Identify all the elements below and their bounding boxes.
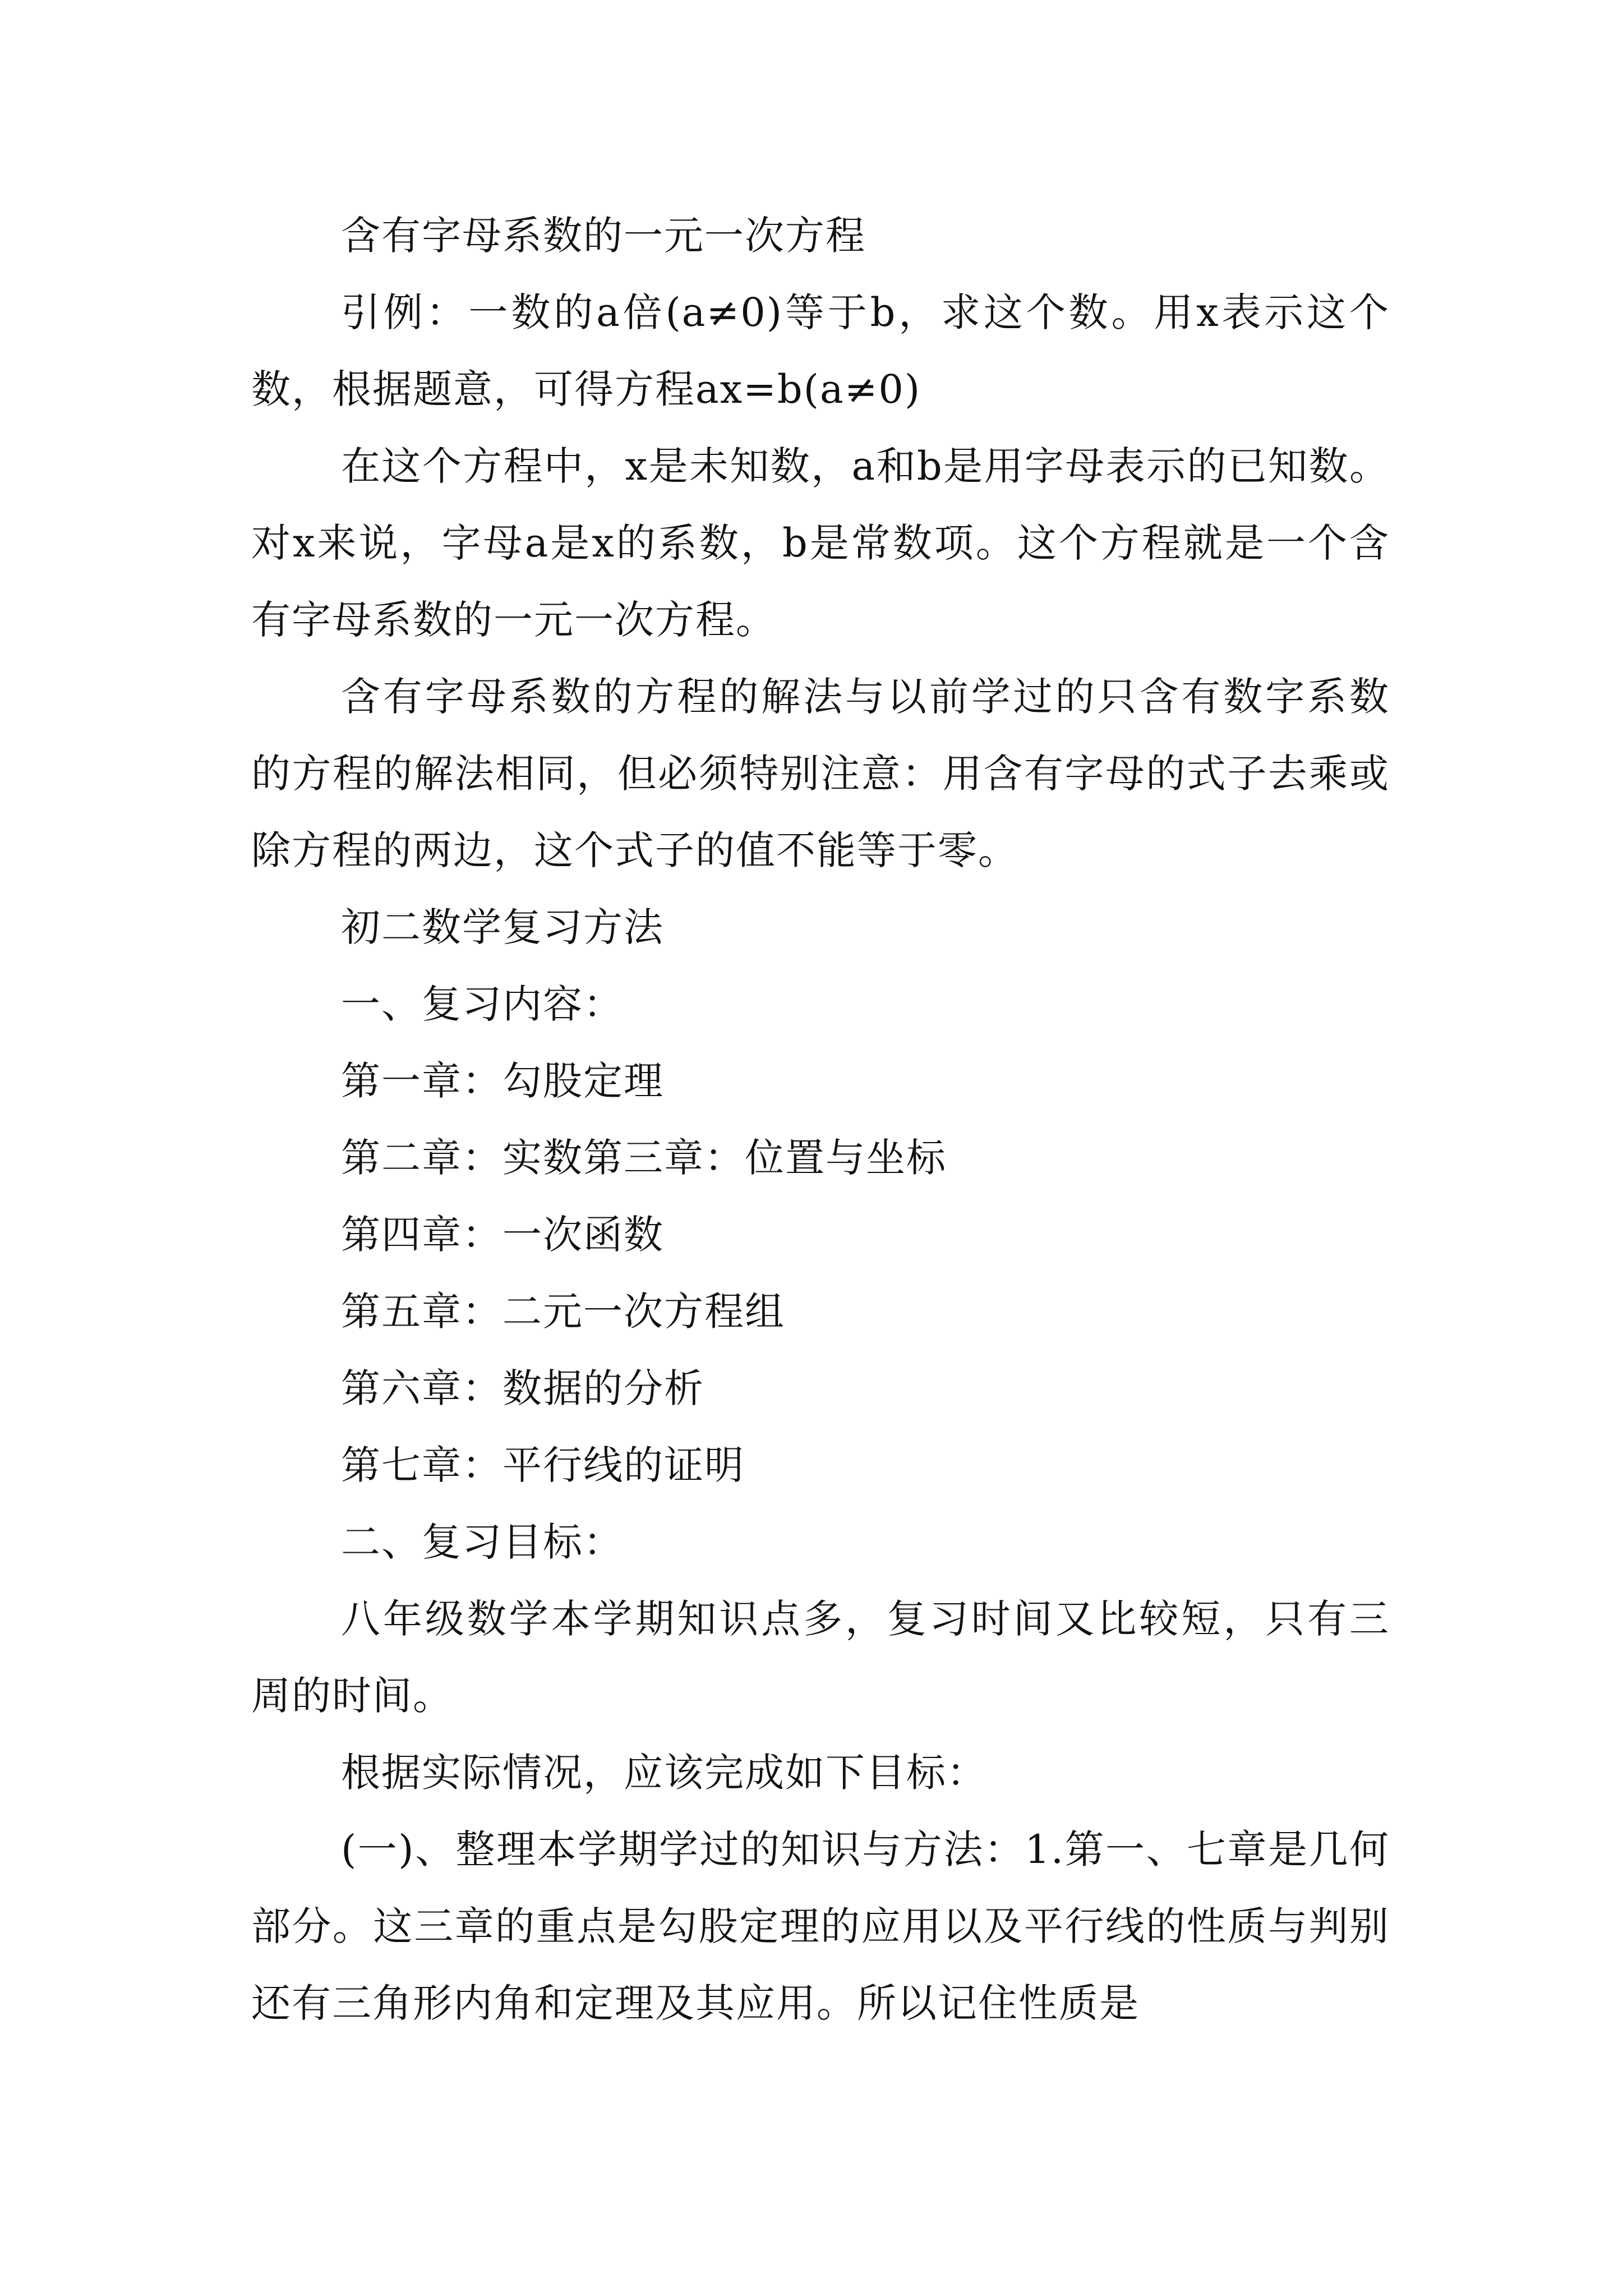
- paragraph-goal-1: (一)、整理本学期学过的知识与方法：1.第一、七章是几何部分。这三章的重点是勾股定理的应用以及平行线的性质与判别还有三角形内角和定理及其应用。所以记住性质是: [251, 1826, 1390, 2026]
- paragraph-chapter-5: 第五章：二元一次方程组: [341, 1289, 785, 1335]
- paragraph-goals-intro: 根据实际情况，应该完成如下目标：: [341, 1750, 987, 1796]
- paragraph-review-title: 初二数学复习方法: [341, 904, 664, 950]
- paragraph-explanation: 在这个方程中，x是未知数，a和b是用字母表示的已知数。对x来说，字母a是x的系数，b是常数项。这个方程就是一个含有字母系数的一元一次方程。: [251, 443, 1390, 643]
- paragraph-example: 引例：一数的a倍(a≠0)等于b，求这个数。用x表示这个数，根据题意，可得方程ax=b(a≠0): [251, 289, 1390, 412]
- paragraph-review-goals-heading: 二、复习目标：: [341, 1519, 624, 1565]
- paragraph-title-equation: 含有字母系数的一元一次方程: [341, 213, 866, 259]
- paragraph-chapter-4: 第四章：一次函数: [341, 1212, 664, 1258]
- paragraph-solving-note: 含有字母系数的方程的解法与以前学过的只含有数字系数的方程的解法相同，但必须特别注意：用含有字母的式子去乘或除方程的两边，这个式子的值不能等于零。: [251, 674, 1390, 873]
- paragraph-chapter-7: 第七章：平行线的证明: [341, 1442, 745, 1488]
- paragraph-chapter-1: 第一章：勾股定理: [341, 1058, 664, 1104]
- paragraph-chapter-6: 第六章：数据的分析: [341, 1365, 704, 1411]
- document-body: [251, 197, 1390, 2042]
- paragraph-chapter-2-3: 第二章：实数第三章：位置与坐标: [341, 1135, 947, 1181]
- paragraph-review-content-heading: 一、复习内容：: [341, 981, 624, 1027]
- paragraph-review-time: 八年级数学本学期知识点多，复习时间又比较短，只有三周的时间。: [251, 1596, 1390, 1719]
